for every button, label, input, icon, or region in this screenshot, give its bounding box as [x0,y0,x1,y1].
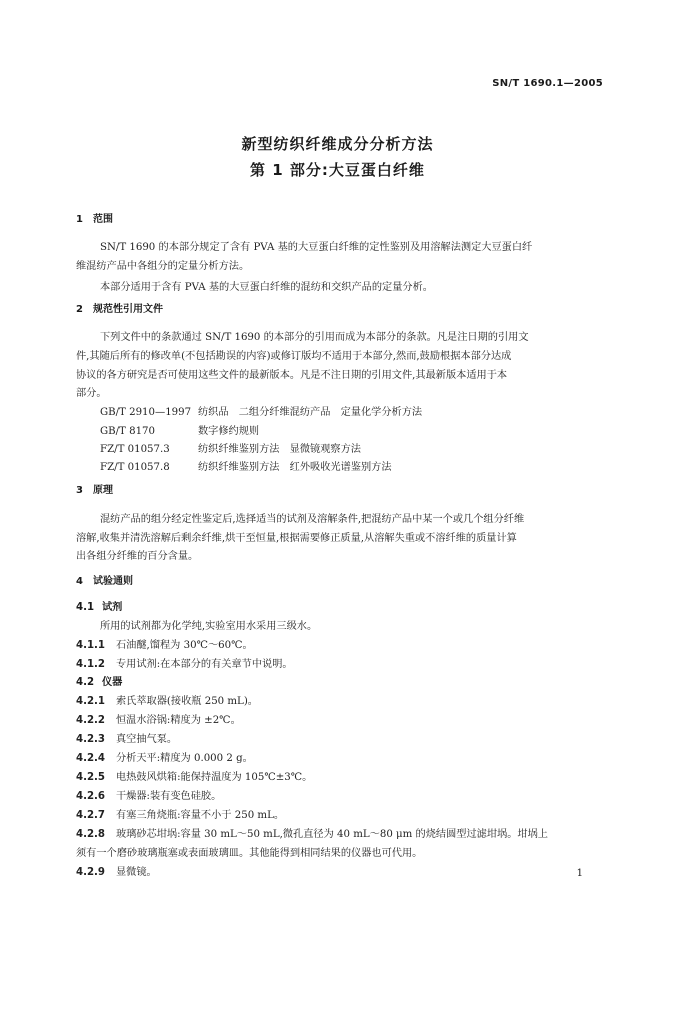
section-2-para-line-3: 协议的各方研究是否可使用这些文件的最新版本。凡是不注日期的引用文件,其最新版本适用于本 [76,370,508,381]
clause-4-2-5: 4.2.5 电热鼓风烘箱:能保持温度为 105℃±3℃。 [76,772,313,783]
reference-item [100,422,259,437]
reference-title: 纺织纤维鉴别方法 红外吸收光谱鉴别方法 [198,462,392,473]
section-3-para-line-2: 溶解,收集并清洗溶解后剩余纤维,烘干至恒量,根据需要修正质量,从溶解失重或不溶纤维的质量计算 [76,533,517,544]
section-1-para-2: 本部分适用于含有 PVA 基的大豆蛋白纤维的混纺和交织产品的定量分析。 [100,282,433,293]
standard-number: SN/T 1690.1—2005 [492,78,603,89]
section-2-para-line-2: 件,其随后所有的修改单(不包括勘误的内容)或修订版均不适用于本部分,然而,鼓励根据本部分达成 [76,351,512,362]
subsection-4-2-heading: 4.2 仪器 [76,677,123,688]
clause-4-2-2: 4.2.2 恒温水浴锅:精度为 ±2℃。 [76,715,241,726]
clause-4-2-8-line-2: 须有一个磨砂玻璃瓶塞或表面玻璃皿。其他能得到相同结果的仪器也可代用。 [76,848,423,859]
section-1-heading: 1 范围 [76,214,113,225]
clause-4-2-1: 4.2.1 索氏萃取器(接收瓶 250 mL)。 [76,696,258,707]
reference-item [100,458,392,473]
reference-code: FZ/T 01057.8 [100,462,170,473]
section-4-heading: 4 试验通则 [76,576,133,587]
reference-title: 纺织纤维鉴别方法 显微镜观察方法 [198,444,361,455]
clause-4-2-7: 4.2.7 有塞三角烧瓶:容量不小于 250 mL。 [76,810,285,821]
section-1-para-1-line-1: SN/T 1690 的本部分规定了含有 PVA 基的大豆蛋白纤维的定性鉴别及用溶解法测定大豆蛋白纤 [100,242,533,253]
clause-4-2-8: 4.2.8 玻璃砂芯坩埚:容量 30 mL～50 mL,微孔直径为 40 mL～80 μm 的烧结圆型过滤坩埚。坩埚上 [76,829,548,840]
document-subtitle: 第 1 部分:大豆蛋白纤维 [250,161,425,179]
reference-title: 数字修约规则 [198,426,260,437]
clause-4-2-6: 4.2.6 干燥器:装有变色硅胶。 [76,791,222,802]
section-3-heading: 3 原理 [76,485,113,496]
section-3-para-line-3: 出各组分纤维的百分含量。 [76,551,199,562]
clause-4-2-4: 4.2.4 分析天平:精度为 0.000 2 g。 [76,753,253,764]
reference-code: GB/T 2910—1997 [100,407,192,418]
document-title: 新型纺织纤维成分分析方法 [241,135,434,153]
clause-4-2-3: 4.2.3 真空抽气泵。 [76,734,178,745]
section-1-para-1-line-2: 维混纺产品中各组分的定量分析方法。 [76,261,250,272]
reference-item [100,403,422,418]
clause-4-2-9: 4.2.9 显微镜。 [76,867,157,878]
section-2-para-line-4: 部分。 [76,388,107,399]
reference-code: GB/T 8170 [100,426,156,437]
subsection-4-1-heading: 4.1 试剂 [76,602,123,613]
section-2-para-line-1: 下列文件中的条款通过 SN/T 1690 的本部分的引用而成为本部分的条款。凡是注日期的引用文 [100,332,529,343]
clause-4-1-2: 4.1.2 专用试剂:在本部分的有关章节中说明。 [76,659,293,670]
reference-item [100,440,361,455]
reference-code: FZ/T 01057.3 [100,444,170,455]
reference-title: 纺织品 二组分纤维混纺产品 定量化学分析方法 [198,407,423,418]
subsection-4-1-para: 所用的试剂都为化学纯,实验室用水采用三级水。 [100,621,318,632]
section-3-para-line-1: 混纺产品的组分经定性鉴定后,选择适当的试剂及溶解条件,把混纺产品中某一个或几个组分纤维 [100,514,525,525]
clause-4-1-1: 4.1.1 石油醚,馏程为 30℃～60℃。 [76,640,253,651]
page-number: 1 [576,868,583,879]
section-2-heading: 2 规范性引用文件 [76,304,163,315]
